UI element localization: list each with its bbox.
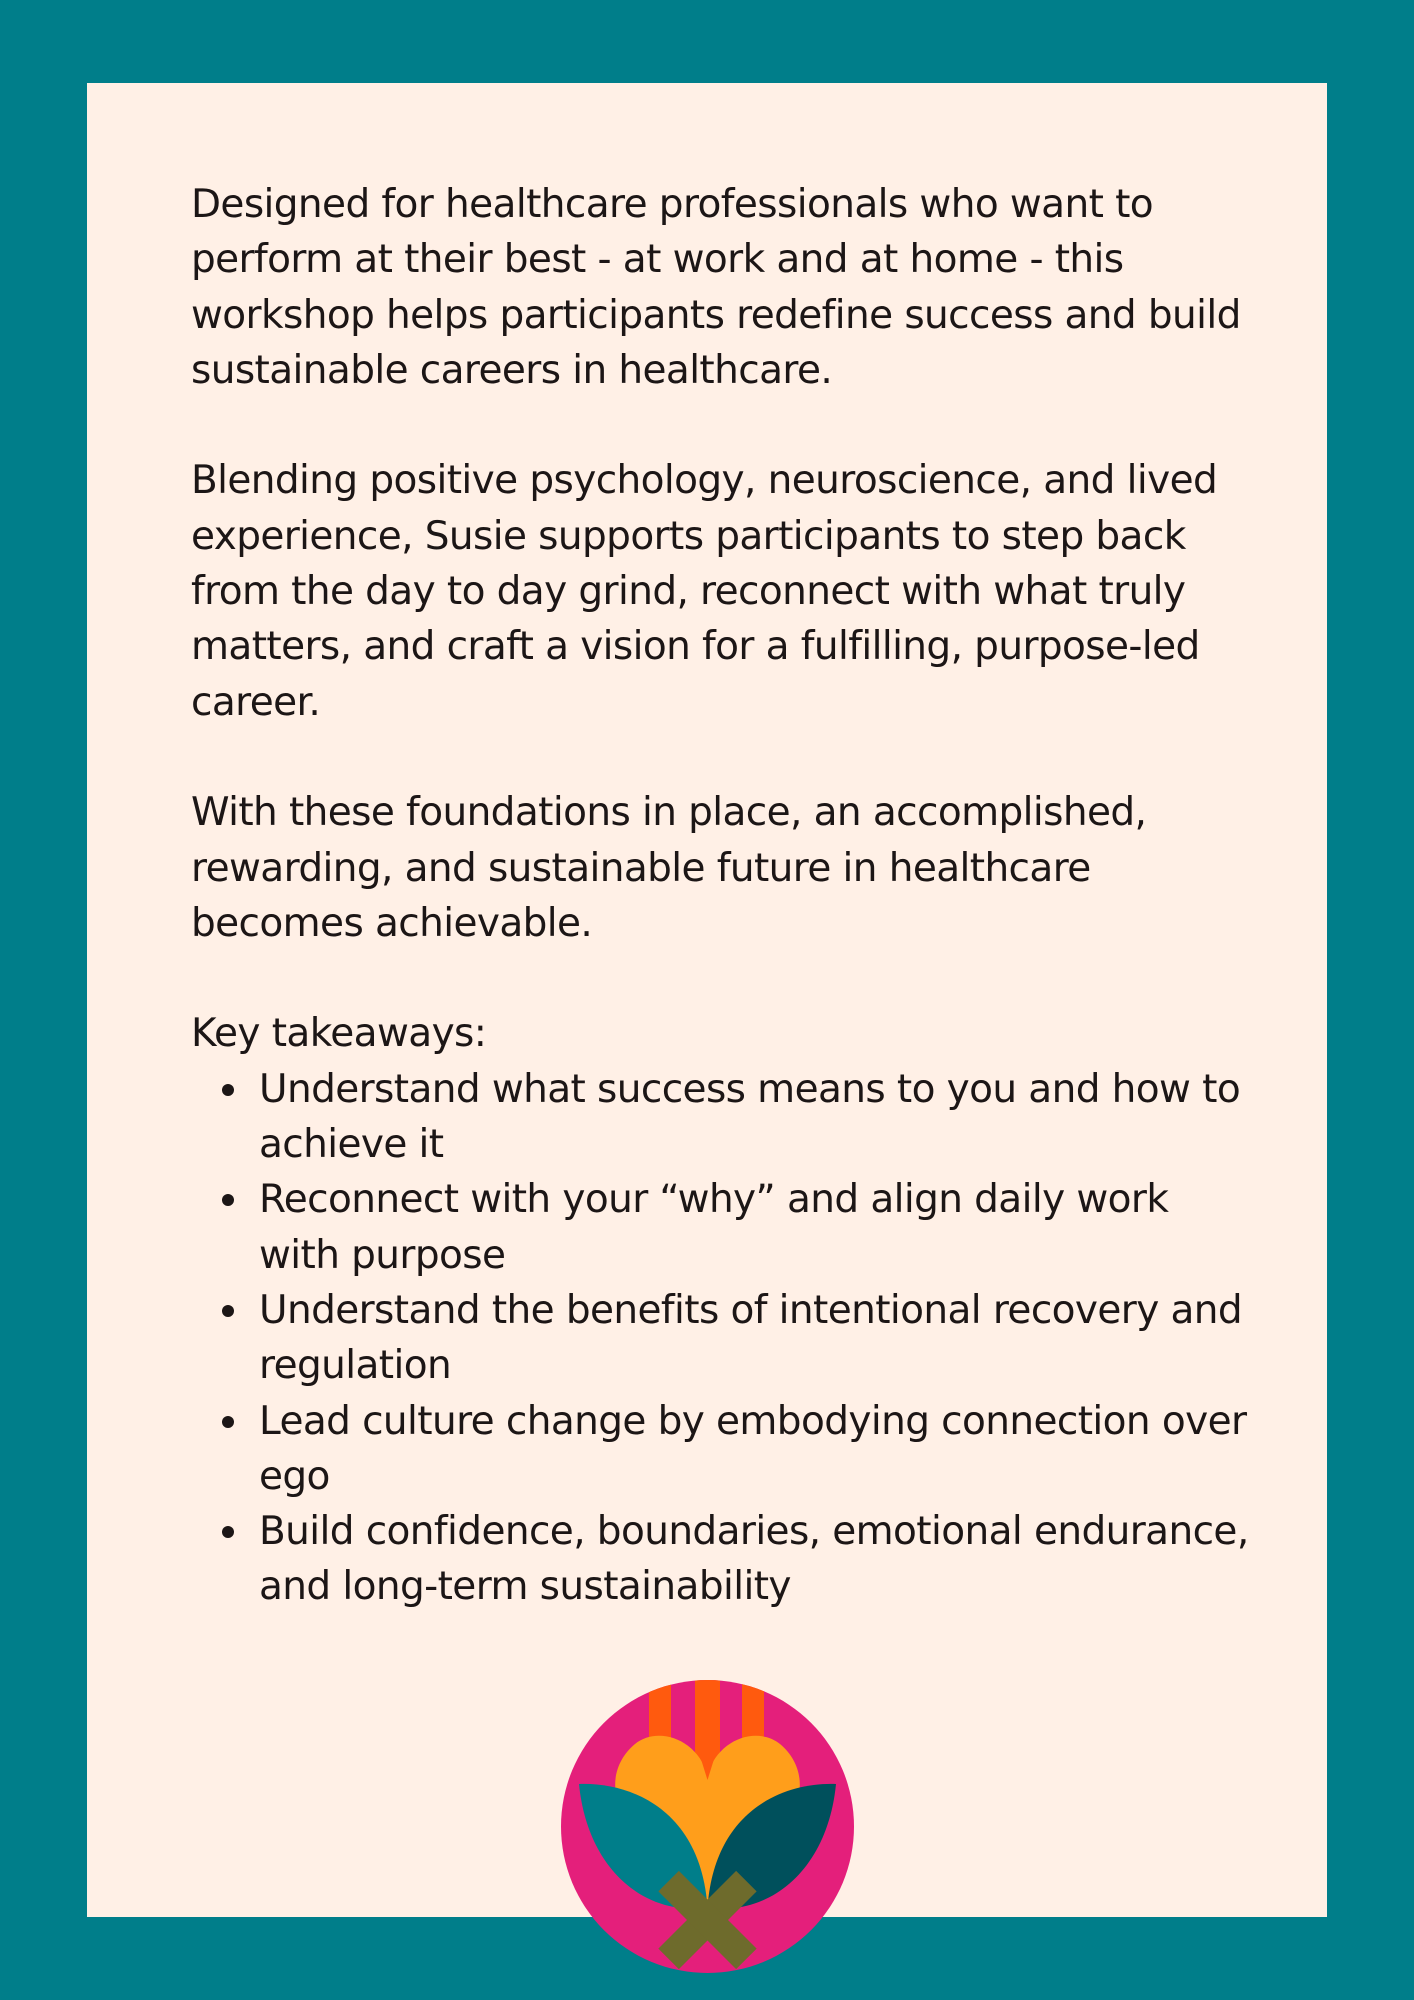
takeaway-item: Reconnect with your “why” and align daily work with purpose	[259, 1172, 1251, 1283]
approach-paragraph: Blending positive psychology, neuroscience, and lived experience, Susie supports participants to step back from the day to day grind, reconnect with what truly matters, and craft a vision for a fulfilling, purpose-led career.	[191, 458, 1218, 725]
workshop-description	[191, 177, 1251, 1615]
heart-flower-emblem-icon	[561, 1680, 854, 1973]
outcome-paragraph: With these foundations in place, an accomplished, rewarding, and sustainable future in healthcare becomes achievable.	[191, 790, 1147, 946]
takeaway-item: Understand the benefits of intentional recovery and regulation	[259, 1283, 1251, 1394]
intro-paragraph: Designed for healthcare professionals who want to perform at their best - at work and at home - this workshop helps participants redefine success and build sustainable careers in healthcare.	[191, 182, 1241, 393]
takeaway-item: Build confidence, boundaries, emotional endurance, and long-term sustainability	[259, 1504, 1251, 1615]
takeaway-item: Understand what success means to you and how to achieve it	[259, 1062, 1251, 1173]
takeaways-list	[191, 1062, 1251, 1615]
content-card	[87, 83, 1327, 1917]
takeaway-item: Lead culture change by embodying connection over ego	[259, 1394, 1251, 1505]
takeaways-heading: Key takeaways:	[191, 1011, 487, 1057]
